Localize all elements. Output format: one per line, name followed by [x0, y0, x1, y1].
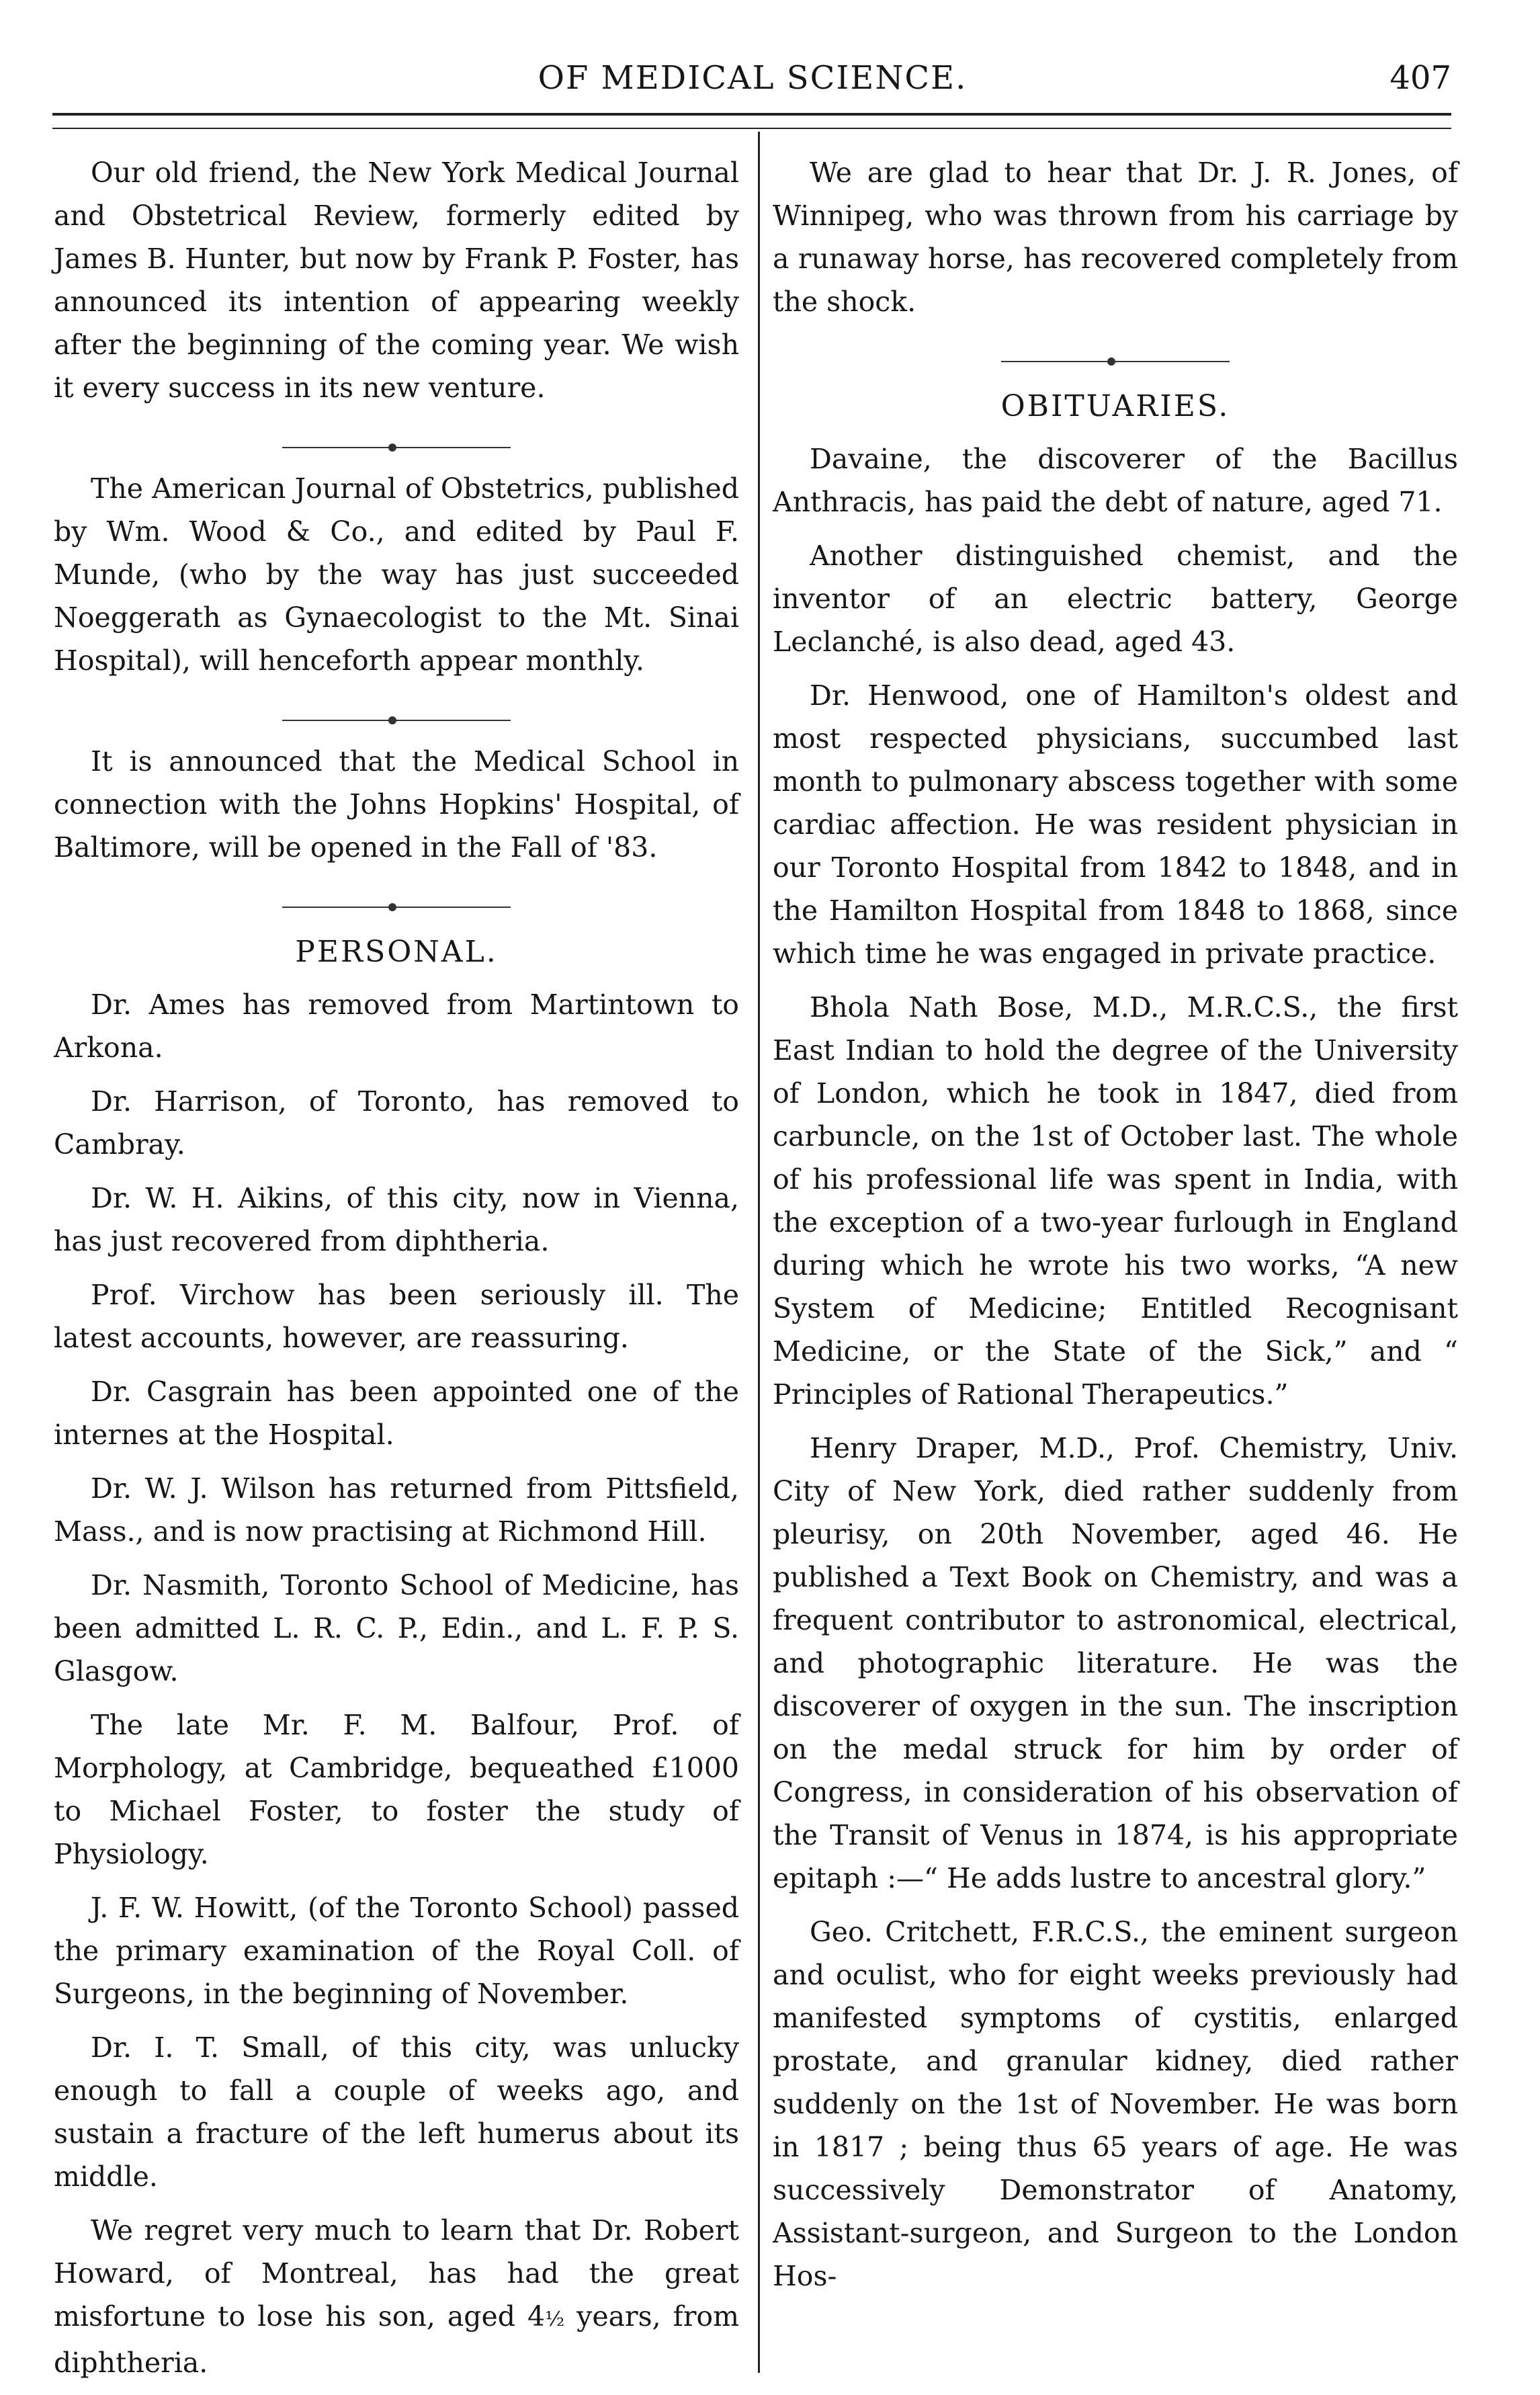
personal-item: The late Mr. F. M. Balfour, Prof. of Morphology, at Cambridge, bequeathed £1000 to Michael Foster, to foster the study of Physiology.	[54, 1709, 739, 1870]
paragraph-jones-winnipeg: We are glad to hear that Dr. J. R. Jones, of Winnipeg, who was thrown from his carriage by a runaway horse, has recovered completely from the shock.	[773, 157, 1458, 318]
personal-item: Dr. Harrison, of Toronto, has removed to Cambray.	[54, 1085, 739, 1161]
ornament-divider	[54, 888, 739, 927]
ornament-divider	[54, 701, 739, 740]
paragraph-johns-hopkins: It is announced that the Medical School in connection with the Johns Hopkins' Hospital, of Baltimore, will be opened in the Fall of '83.	[54, 745, 739, 864]
personal-item: Dr. Casgrain has been appointed one of the internes at the Hospital.	[54, 1376, 739, 1451]
personal-item: Dr. I. T. Small, of this city, was unlucky enough to fall a couple of weeks ago, and sustain a fracture of the left humerus about its middle.	[54, 2031, 739, 2193]
running-title: OF MEDICAL SCIENCE.	[538, 59, 968, 97]
howard-text-before: We regret very much to learn that Dr. Robert Howard, of Montreal, has had the great misfortune to lose his son, aged 4	[54, 2214, 739, 2333]
howard-text-after: years, from diphtheria.	[54, 2300, 739, 2379]
personal-item: Dr. W. H. Aikins, of this city, now in Vienna, has just recovered from diphtheria.	[54, 1182, 739, 1257]
paragraph-ny-medical-journal: Our old friend, the New York Medical Journal and Obstetrical Review, formerly edited by James B. Hunter, but now by Frank P. Foster, has announced its intention of appearing weekly after the beginning of the coming year. We wish it every success in its new venture.	[54, 157, 739, 404]
personal-item: Prof. Virchow has been seriously ill. The latest accounts, however, are reassuring.	[54, 1279, 739, 1354]
obituary-item: Geo. Critchett, F.R.C.S., the eminent surgeon and oculist, who for eight weeks previously had manifested symptoms of cystitis, enlarged prostate, and granular kidney, died rather suddenly on the 1st of November. He was born in 1817 ; being thus 65 years of age. He was successively Demonstrator of Anatomy, Assistant-surgeon, and Surgeon to the London Hos-	[773, 1916, 1458, 2292]
obituary-item: Davaine, the discoverer of the Bacillus Anthracis, has paid the debt of nature, aged 71.	[773, 443, 1458, 518]
header-rule-thick	[52, 113, 1451, 116]
obituary-item: Henry Draper, M.D., Prof. Chemistry, Univ. City of New York, died rather suddenly from pleurisy, on 20th November, aged 46. He published a Text Book on Chemistry, and was a frequent contributor to astronomical, electrical, and photographic literature. He was the discoverer of oxygen in the sun. The inscription on the medal struck for him by order of Congress, in consideration of his observation of the Transit of Venus in 1874, is his appropriate epitaph :—“ He adds lustre to ancestral glory.”	[773, 1432, 1458, 1894]
header-rule-thin	[52, 128, 1451, 129]
right-column	[773, 151, 1458, 2308]
obituary-item: Another distinguished chemist, and the inventor of an electric battery, George Leclanché, is also dead, aged 43.	[773, 540, 1458, 658]
personal-item: Dr. W. J. Wilson has returned from Pittsfield, Mass., and is now practising at Richmond Hill.	[54, 1472, 739, 1548]
ornament-divider	[773, 342, 1458, 381]
section-heading-obituaries: OBITUARIES.	[1000, 389, 1230, 423]
page-number: 407	[1389, 59, 1451, 97]
personal-item: J. F. W. Howitt, (of the Toronto School) passed the primary examination of the Royal Coll. of Surgeons, in the beginning of November.	[54, 1892, 739, 2010]
left-column	[54, 151, 739, 2395]
section-heading-personal: PERSONAL.	[295, 935, 498, 969]
ornament-divider	[54, 428, 739, 467]
obituary-item: Bhola Nath Bose, M.D., M.R.C.S., the first East Indian to hold the degree of the University of London, which he took in 1847, died from carbuncle, on the 1st of October last. The whole of his professional life was spent in India, with the exception of a two-year furlough in England during which he wrote his two works, “A new System of Medicine; Entitled Recognisant Medicine, or the State of the Sick,” and “ Principles of Rational Therapeutics.”	[773, 991, 1458, 1411]
obituary-item: Dr. Henwood, one of Hamilton's oldest and most respected physicians, succumbed last month to pulmonary abscess together with some cardiac affection. He was resident physician in our Toronto Hospital from 1842 to 1848, and in the Hamilton Hospital from 1848 to 1868, since which time he was engaged in private practice.	[773, 679, 1458, 970]
personal-item: Dr. Nasmith, Toronto School of Medicine, has been admitted L. R. C. P., Edin., and L. F. P. S. Glasgow.	[54, 1569, 739, 1687]
fraction-half: ½	[545, 2308, 565, 2331]
personal-item-howard	[54, 2209, 739, 2384]
personal-item: Dr. Ames has removed from Martintown to Arkona.	[54, 989, 739, 1064]
running-head	[47, 47, 1458, 108]
column-divider	[758, 132, 760, 2373]
paragraph-american-journal-obstetrics: The American Journal of Obstetrics, published by Wm. Wood & Co., and edited by Paul F. Munde, (who by the way has just succeeded Noeggerath as Gynaecologist to the Mt. Sinai Hospital), will henceforth appear monthly.	[54, 472, 739, 677]
